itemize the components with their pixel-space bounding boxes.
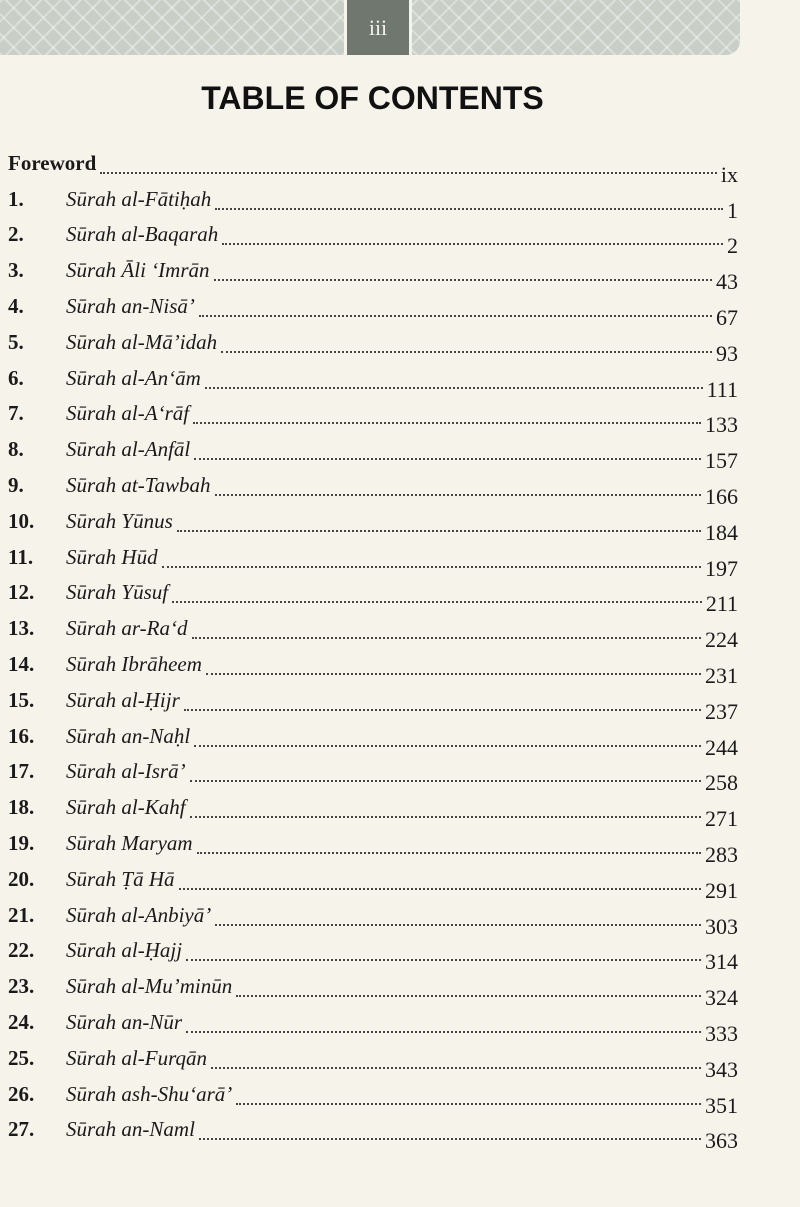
toc-row[interactable]	[8, 331, 738, 367]
toc-entry-page: 157	[705, 448, 738, 474]
toc-entry-title: Sūrah at-Tawbah	[66, 472, 211, 497]
toc-entry-title: Sūrah Āli ‘Imrān	[66, 258, 210, 283]
leader-dots	[206, 672, 701, 675]
leader-dots	[190, 779, 701, 782]
toc-entry-page: 133	[705, 412, 738, 438]
toc-entry-page: 237	[705, 698, 738, 724]
toc-entry-number: 4.	[8, 293, 24, 318]
leader-dots	[172, 600, 702, 603]
toc-entry-number: 9.	[8, 472, 24, 497]
toc-entry-page: 93	[716, 340, 738, 366]
toc-entry-title: Sūrah al-Anbiyā’	[66, 902, 212, 927]
toc-entry-label: Foreword	[8, 150, 97, 175]
toc-entry-title: Sūrah al-Fātiḥah	[66, 186, 212, 211]
toc-row[interactable]	[8, 438, 738, 474]
toc-entry-number: 16.	[8, 723, 35, 748]
toc-row[interactable]	[8, 761, 738, 797]
toc-entry-number: 26.	[8, 1081, 35, 1106]
toc-entry-page: 231	[705, 662, 738, 688]
leader-dots	[186, 1030, 701, 1033]
toc-entry-title: Sūrah al-Ḥijr	[66, 687, 180, 712]
toc-foreword-row[interactable]	[8, 152, 738, 188]
toc-entry-title: Sūrah al-Isrā’	[66, 759, 186, 784]
toc-row[interactable]	[8, 904, 738, 940]
toc-entry-title: Sūrah an-Nisā’	[66, 293, 195, 318]
toc-entry-title: Sūrah al-A‘rāf	[66, 401, 190, 426]
toc-entry-page: 211	[705, 591, 738, 617]
toc-row[interactable]	[8, 582, 738, 618]
toc-row[interactable]	[8, 510, 738, 546]
toc-entry-title: Sūrah al-Anfāl	[66, 437, 191, 462]
leader-dots	[177, 529, 701, 532]
leader-dots	[193, 421, 701, 424]
leader-dots	[184, 708, 701, 711]
toc-entry-title: Sūrah al-Baqarah	[66, 222, 219, 247]
toc-entry-title: Sūrah al-Ḥajj	[66, 938, 183, 963]
toc-entry-number: 3.	[8, 258, 24, 283]
toc-row[interactable]	[8, 689, 738, 725]
toc-row[interactable]	[8, 259, 738, 295]
leader-dots	[162, 565, 701, 568]
toc-entry-page: 224	[705, 627, 738, 653]
toc-entry-number: 1.	[8, 186, 24, 211]
toc-entry-number: 19.	[8, 830, 35, 855]
toc-entry-page: 324	[705, 985, 738, 1011]
leader-dots	[194, 744, 701, 747]
toc-row[interactable]	[8, 975, 738, 1011]
toc-entry-title: Sūrah ar-Ra‘d	[66, 616, 188, 641]
toc-row[interactable]	[8, 868, 738, 904]
toc-entry-title: Sūrah Yūsuf	[66, 580, 169, 605]
toc-entry-number: 12.	[8, 580, 35, 605]
leader-dots	[199, 1137, 701, 1140]
toc-row[interactable]	[8, 224, 738, 260]
toc-entry-page: 343	[705, 1056, 738, 1082]
leader-dots	[186, 958, 701, 961]
leader-dots	[197, 851, 701, 854]
toc-entry-page: 314	[705, 949, 738, 975]
toc-entry-number: 13.	[8, 616, 35, 641]
leader-dots	[190, 815, 701, 818]
toc-row[interactable]	[8, 295, 738, 331]
toc-entry-title: Sūrah al-Kahf	[66, 795, 186, 820]
toc-entry-title: Sūrah Hūd	[66, 544, 158, 569]
toc-entry-page: 291	[705, 877, 738, 903]
toc-entry-number: 10.	[8, 508, 35, 533]
leader-dots	[194, 457, 701, 460]
toc-entry-number: 8.	[8, 437, 24, 462]
toc-entry-page: 258	[705, 770, 738, 796]
leader-dots	[222, 242, 723, 245]
toc-entry-title: Sūrah ash-Shu‘arā’	[66, 1081, 233, 1106]
toc-entry-page: 351	[705, 1092, 738, 1118]
leader-dots	[211, 1066, 701, 1069]
toc-entry-page: 244	[705, 734, 738, 760]
toc-entry-number: 11.	[8, 544, 34, 569]
leader-dots	[215, 923, 701, 926]
leader-dots	[215, 493, 701, 496]
toc-entry-page: 43	[716, 269, 738, 295]
toc-entry-page: ix	[720, 161, 738, 187]
toc-entry-number: 21.	[8, 902, 35, 927]
toc-entry-number: 20.	[8, 866, 35, 891]
toc-entry-title: Sūrah Ibrāheem	[66, 651, 202, 676]
toc-row[interactable]	[8, 653, 738, 689]
toc-entry-number: 5.	[8, 329, 24, 354]
toc-entry-number: 18.	[8, 795, 35, 820]
toc-row[interactable]	[8, 832, 738, 868]
toc-entry-title: Sūrah an-Naml	[66, 1117, 195, 1142]
leader-dots	[199, 314, 712, 317]
leader-dots	[179, 887, 701, 890]
toc-row[interactable]	[8, 617, 738, 653]
toc-row[interactable]	[8, 1083, 738, 1119]
toc-entry-number: 14.	[8, 651, 35, 676]
leader-dots	[221, 350, 712, 353]
toc-row[interactable]	[8, 796, 738, 832]
toc-row[interactable]	[8, 546, 738, 582]
leader-dots	[192, 636, 702, 639]
toc-entry-title: Sūrah al-Furqān	[66, 1045, 207, 1070]
table-of-contents	[8, 152, 738, 1154]
toc-entry-number: 7.	[8, 401, 24, 426]
toc-entry-page: 363	[705, 1128, 738, 1154]
leader-dots	[236, 1102, 701, 1105]
toc-row[interactable]	[8, 1047, 738, 1083]
toc-row[interactable]	[8, 725, 738, 761]
toc-entry-number: 17.	[8, 759, 35, 784]
toc-entry-number: 25.	[8, 1045, 35, 1070]
page-number: iii	[368, 14, 388, 40]
toc-entry-title: Sūrah Maryam	[66, 830, 193, 855]
toc-row[interactable]	[8, 474, 738, 510]
toc-entry-number: 6.	[8, 365, 24, 390]
toc-entry-number: 27.	[8, 1117, 35, 1142]
toc-entry-page: 1	[727, 197, 738, 223]
toc-entry-page: 111	[706, 376, 738, 402]
leader-dots	[100, 171, 717, 174]
toc-entry-title: Sūrah al-Mā’idah	[66, 329, 218, 354]
toc-entry-page: 283	[705, 841, 738, 867]
toc-entry-number: 23.	[8, 974, 35, 999]
leader-dots	[215, 207, 723, 210]
toc-entry-title: Sūrah Yūnus	[66, 508, 173, 533]
toc-entry-title: Sūrah al-Mu’minūn	[66, 974, 233, 999]
toc-row[interactable]	[8, 188, 738, 224]
toc-entry-page: 333	[705, 1020, 738, 1046]
toc-entry-page: 271	[705, 806, 738, 832]
toc-entry-number: 24.	[8, 1009, 35, 1034]
page-title: TABLE OF CONTENTS	[201, 80, 544, 116]
toc-row[interactable]	[8, 1119, 738, 1155]
toc-entry-number: 15.	[8, 687, 35, 712]
toc-entry-title: Sūrah an-Nūr	[66, 1009, 183, 1034]
toc-entry-page: 184	[705, 519, 738, 545]
leader-dots	[214, 278, 713, 281]
leader-dots	[205, 386, 703, 389]
toc-entry-title: Sūrah Ṭā Hā	[66, 866, 175, 891]
toc-row[interactable]	[8, 1011, 738, 1047]
page-number-tab	[344, 0, 412, 55]
toc-entry-page: 303	[705, 913, 738, 939]
toc-entry-page: 197	[705, 555, 738, 581]
toc-row[interactable]	[8, 940, 738, 976]
toc-entry-page: 2	[727, 233, 738, 259]
toc-entry-title: Sūrah al-An‘ām	[66, 365, 201, 390]
toc-entry-number: 2.	[8, 222, 24, 247]
toc-entry-page: 166	[705, 483, 738, 509]
toc-entry-page: 67	[716, 304, 738, 330]
toc-entry-title: Sūrah an-Naḥl	[66, 723, 191, 748]
leader-dots	[236, 994, 701, 997]
toc-row[interactable]	[8, 367, 738, 403]
toc-entry-number: 22.	[8, 938, 35, 963]
toc-row[interactable]	[8, 403, 738, 439]
